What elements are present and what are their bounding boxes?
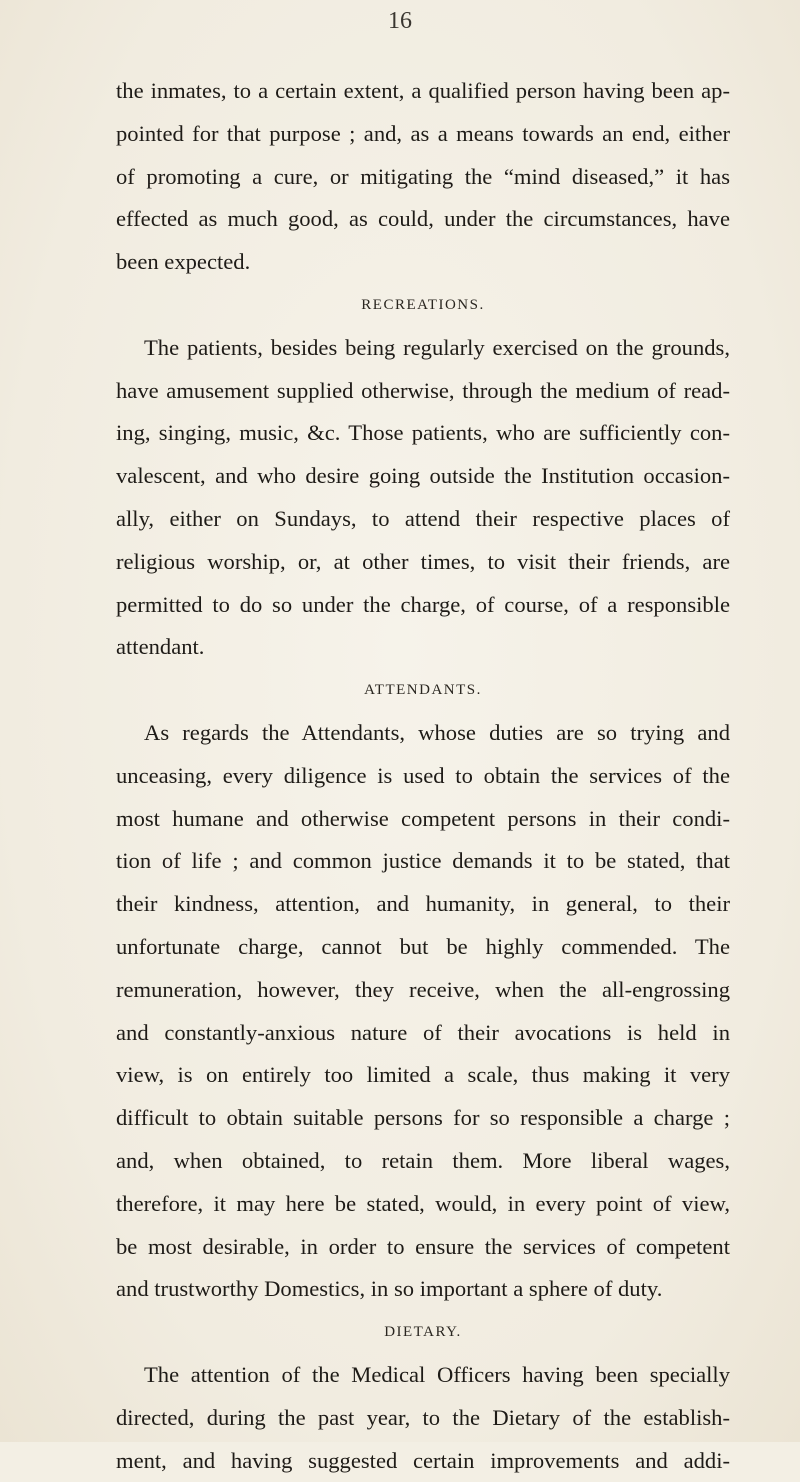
text-line: remuneration, however, they receive, when the all-engrossing bbox=[116, 969, 730, 1012]
page-number: 16 bbox=[0, 8, 800, 35]
text-line: The patients, besides being regularly exercised on the grounds, bbox=[116, 327, 730, 370]
text-line: attendant. bbox=[116, 626, 730, 669]
text-line: The attention of the Medical Officers having been specially bbox=[116, 1354, 730, 1397]
text-line: have amusement supplied otherwise, through the medium of read- bbox=[116, 370, 730, 413]
text-line: ally, either on Sundays, to attend their respective places of bbox=[116, 498, 730, 541]
text-line: most humane and otherwise competent persons in their condi- bbox=[116, 798, 730, 841]
text-line: ment, and having suggested certain improvements and addi- bbox=[116, 1440, 730, 1482]
text-line: unfortunate charge, cannot but be highly commended. The bbox=[116, 926, 730, 969]
text-line: religious worship, or, at other times, to visit their friends, are bbox=[116, 541, 730, 584]
text-line: unceasing, every diligence is used to obtain the services of the bbox=[116, 755, 730, 798]
text-line: permitted to do so under the charge, of course, of a responsible bbox=[116, 584, 730, 627]
text-line: view, is on entirely too limited a scale, thus making it very bbox=[116, 1054, 730, 1097]
section-heading-dietary: DIETARY. bbox=[116, 1311, 730, 1354]
body-text bbox=[116, 70, 730, 1482]
text-line: tion of life ; and common justice demands it to be stated, that bbox=[116, 840, 730, 883]
section-heading-recreations: RECREATIONS. bbox=[116, 284, 730, 327]
text-line: and trustworthy Domestics, in so important a sphere of duty. bbox=[116, 1268, 730, 1311]
section-heading-attendants: ATTENDANTS. bbox=[116, 669, 730, 712]
text-line: directed, during the past year, to the Dietary of the establish- bbox=[116, 1397, 730, 1440]
text-line: be most desirable, in order to ensure the services of competent bbox=[116, 1226, 730, 1269]
text-line: been expected. bbox=[116, 241, 730, 284]
text-line: therefore, it may here be stated, would, in every point of view, bbox=[116, 1183, 730, 1226]
text-line: their kindness, attention, and humanity, in general, to their bbox=[116, 883, 730, 926]
text-line: difficult to obtain suitable persons for so responsible a charge ; bbox=[116, 1097, 730, 1140]
text-line: the inmates, to a certain extent, a qualified person having been ap- bbox=[116, 70, 730, 113]
text-line: As regards the Attendants, whose duties are so trying and bbox=[116, 712, 730, 755]
text-line: effected as much good, as could, under the circumstances, have bbox=[116, 198, 730, 241]
text-line: valescent, and who desire going outside the Institution occasion- bbox=[116, 455, 730, 498]
text-line: of promoting a cure, or mitigating the “mind diseased,” it has bbox=[116, 156, 730, 199]
text-line: ing, singing, music, &c. Those patients, who are sufficiently con- bbox=[116, 412, 730, 455]
text-line: and constantly-anxious nature of their avocations is held in bbox=[116, 1012, 730, 1055]
text-line: and, when obtained, to retain them. More liberal wages, bbox=[116, 1140, 730, 1183]
text-line: pointed for that purpose ; and, as a means towards an end, either bbox=[116, 113, 730, 156]
